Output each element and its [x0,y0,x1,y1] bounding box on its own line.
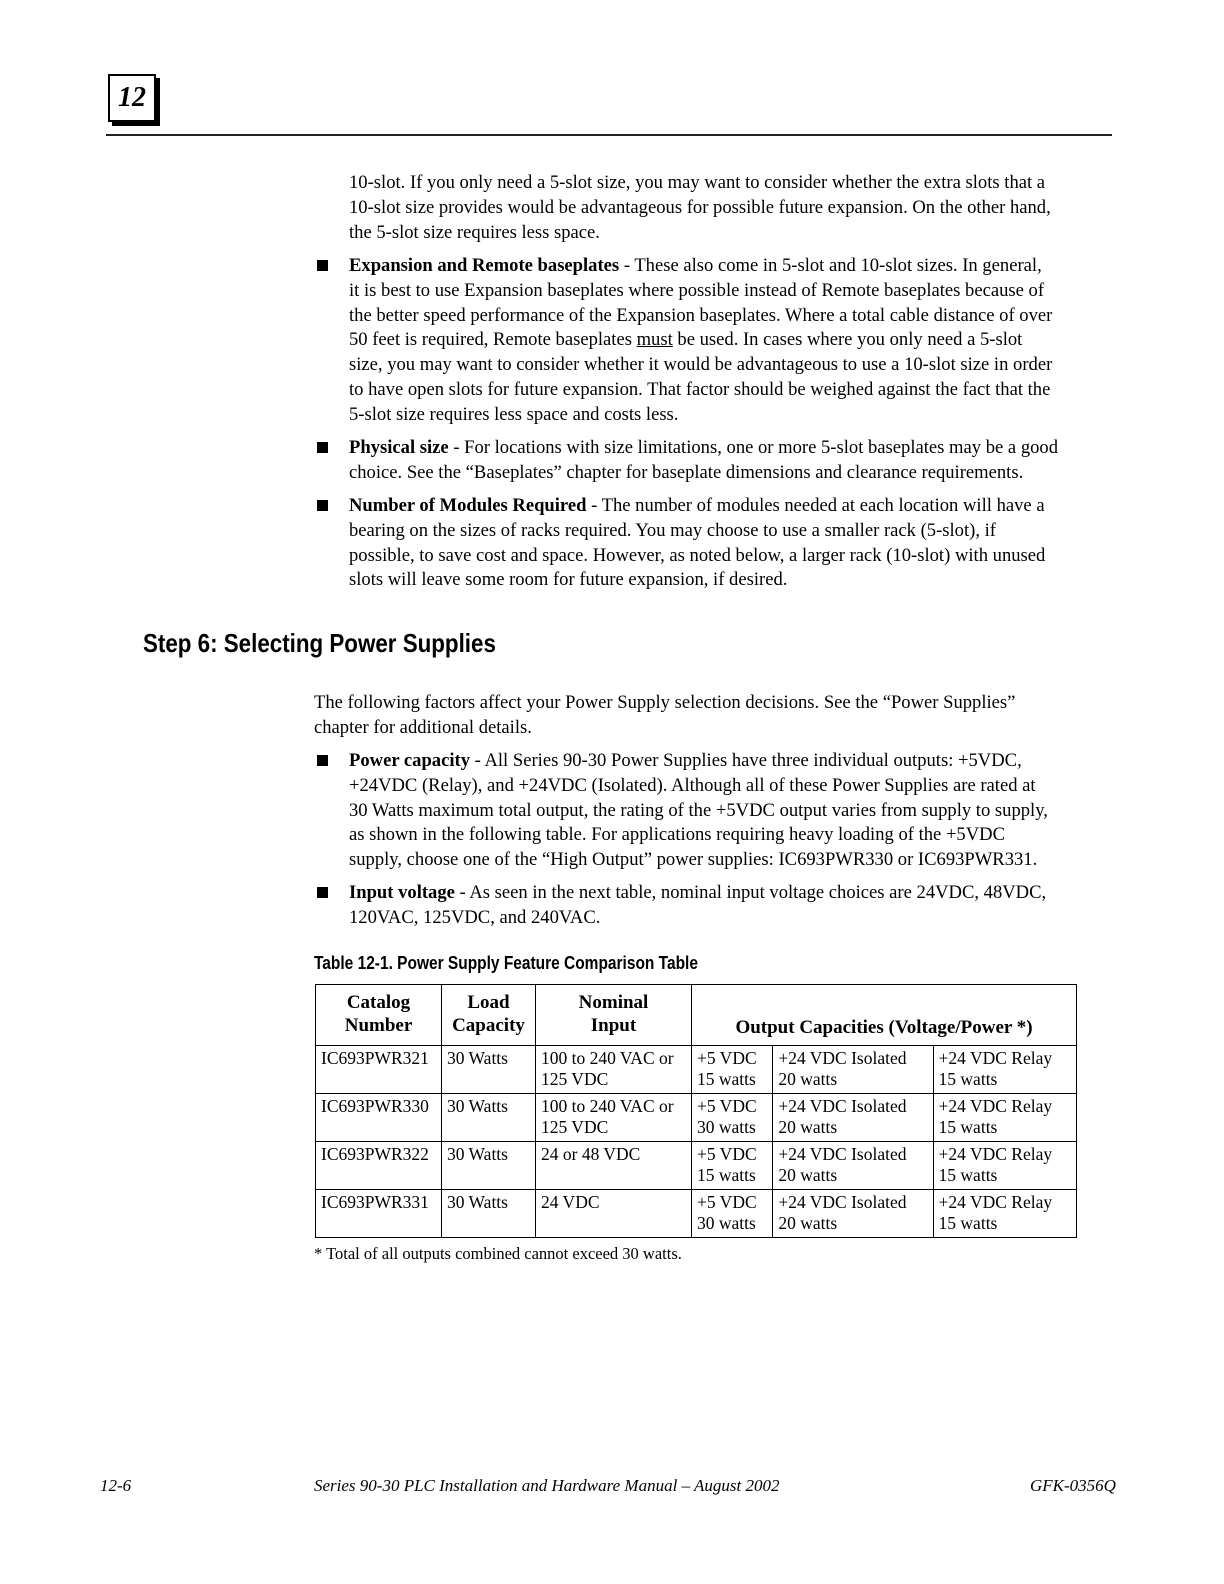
footer-page-number: 12-6 [100,1476,132,1495]
table-cell: +5 VDC 15 watts [692,1046,773,1094]
table-caption: Table 12-1. Power Supply Feature Comparison Table [314,953,698,973]
table-cell: +24 VDC Isolated 20 watts [773,1094,933,1142]
table-cell: +24 VDC Isolated 20 watts [773,1046,933,1094]
bullet-text: size, you may want to consider whether it would be advantageous to use a 10-slot size in order [349,354,1053,376]
bullet-text: slots will leave some room for future expansion, if desired. [349,569,788,591]
bullet-text: +24VDC (Relay), and +24VDC (Isolated). Although all of these Power Supplies are rated at [349,774,1036,796]
text-line [349,279,1119,304]
bullet-text: the better speed performance of the Expansion baseplates. Where a total cable distance of over [349,304,1053,326]
bullet-text: bearing on the sizes of racks required. You may choose to use a smaller rack (5-slot), if [349,519,996,541]
bullet-square-icon [317,755,328,766]
bullet-text: supply, choose one of the “High Output” power supplies: IC693PWR330 or IC693PWR331. [349,849,1038,871]
header-load: Load Capacity [442,985,536,1046]
table-cell: +24 VDC Isolated 20 watts [773,1190,933,1238]
bullet-lead: Expansion and Remote baseplates [349,255,620,276]
header-rule [106,134,1112,136]
bullet-lead: Physical size [349,437,449,458]
footer-title: Series 90-30 PLC Installation and Hardware Manual – August 2002 [314,1476,780,1495]
text-line [349,823,1119,848]
text-line [349,403,1119,428]
bullet-text: - As seen in the next table, nominal input voltage choices are 24VDC, 48VDC, [454,882,1047,903]
header-outputs: Output Capacities (Voltage/Power *) [692,985,1077,1046]
text-line [349,494,1119,519]
bullet-text: 5-slot size requires less space and costs less. [349,403,679,425]
table-cell: +24 VDC Relay 15 watts [933,1190,1076,1238]
table-cell: +5 VDC 15 watts [692,1142,773,1190]
text-line [349,378,1119,403]
text-line: 10-slot. If you only need a 5-slot size, you may want to consider whether the extra slots that a [349,172,1046,193]
table-cell: 30 Watts [442,1094,536,1142]
section-intro [314,691,1084,741]
bullet-text: possible, to save cost and space. However, as noted below, a larger rack (10-slot) with unused [349,544,1046,566]
table-cell: +24 VDC Relay 15 watts [933,1094,1076,1142]
text-line [349,881,1119,906]
table-cell: 30 Watts [442,1142,536,1190]
bullet-square-icon [317,500,328,511]
table-cell: 100 to 240 VAC or 125 VDC [536,1046,692,1094]
table-cell: IC693PWR322 [316,1142,442,1190]
intro-continuation [349,171,1119,245]
bullet-square-icon [317,260,328,271]
header-catalog: Catalog Number [316,985,442,1046]
table-row [316,1046,1077,1094]
text-line [349,304,1119,329]
bullet-text: it is best to use Expansion baseplates where possible instead of Remote baseplates because of [349,279,1045,301]
table-cell: IC693PWR331 [316,1190,442,1238]
bullet-text: - The number of modules needed at each location will have a [586,495,1045,516]
bullet-text: - All Series 90-30 Power Supplies have three individual outputs: +5VDC, [470,750,1022,771]
table-cell: +24 VDC Relay 15 watts [933,1046,1076,1094]
table-cell: +24 VDC Relay 15 watts [933,1142,1076,1190]
text-line [349,436,1119,461]
bullet-item [349,494,1119,593]
footer-doc-id: GFK-0356Q [1030,1476,1116,1495]
table-cell: 100 to 240 VAC or 125 VDC [536,1094,692,1142]
text-line [349,353,1119,378]
bullet-text: choice. See the “Baseplates” chapter for baseplate dimensions and clearance requirements. [349,461,1024,483]
header-input: Nominal Input [536,985,692,1046]
chapter-number-box [108,74,156,122]
table-cell: 24 or 48 VDC [536,1142,692,1190]
table-cell: 24 VDC [536,1190,692,1238]
table-cell: +24 VDC Isolated 20 watts [773,1142,933,1190]
text-line: the 5-slot size requires less space. [349,221,600,243]
bullet-lead: Power capacity [349,750,470,771]
power-supply-table [315,984,1077,1238]
section-heading: Step 6: Selecting Power Supplies [143,628,496,658]
text-line [349,328,1119,353]
text-line: 10-slot size provides would be advantageous for possible future expansion. On the other hand, [349,196,1051,218]
bullet-square-icon [317,887,328,898]
bullet-text: - For locations with size limitations, one or more 5-slot baseplates may be a good [448,437,1059,458]
text-line: chapter for additional details. [314,716,532,738]
table-cell: +5 VDC 30 watts [692,1190,773,1238]
bullet-text: - These also come in 5-slot and 10-slot sizes. In general, [619,255,1042,276]
table-footnote: * Total of all outputs combined cannot exceed 30 watts. [314,1244,682,1263]
table-cell: IC693PWR330 [316,1094,442,1142]
text-line [349,848,1119,873]
chapter-number: 12 [118,82,146,113]
table-cell: +5 VDC 30 watts [692,1094,773,1142]
table-header-row [316,985,1077,1046]
text-line [349,519,1119,544]
table-cell: 30 Watts [442,1190,536,1238]
bullet-text: 120VAC, 125VDC, and 240VAC. [349,906,601,928]
bullet-item [349,749,1119,873]
bullet-lead: Number of Modules Required [349,495,587,516]
emphasis: must [636,329,673,351]
bullet-item [349,881,1119,931]
table-cell: 30 Watts [442,1046,536,1094]
text-line [349,254,1119,279]
text-line [349,774,1119,799]
bullet-item [349,436,1119,486]
table-row [316,1094,1077,1142]
text-line [349,799,1119,824]
bullet-lead: Input voltage [349,882,455,903]
table-row [316,1142,1077,1190]
bullet-text: 30 Watts maximum total output, the rating of the +5VDC output varies from supply to supply, [349,799,1048,821]
text-line [349,749,1119,774]
bullet-square-icon [317,442,328,453]
text-line: The following factors affect your Power Supply selection decisions. See the “Power Supplies” [314,692,1016,713]
bullet-item [349,254,1119,428]
text-line [349,906,1119,931]
table-row [316,1190,1077,1238]
table-cell: IC693PWR321 [316,1046,442,1094]
text-line [349,544,1119,569]
bullet-text: 50 feet is required, Remote baseplates must be used. In cases where you only need a 5-slot [349,329,1023,351]
text-line [349,568,1119,593]
bullet-text: to have open slots for future expansion. That factor should be weighed against the fact that the [349,378,1051,400]
text-line [349,461,1119,486]
bullet-text: as shown in the following table. For applications requiring heavy loading of the +5VDC [349,824,1005,846]
